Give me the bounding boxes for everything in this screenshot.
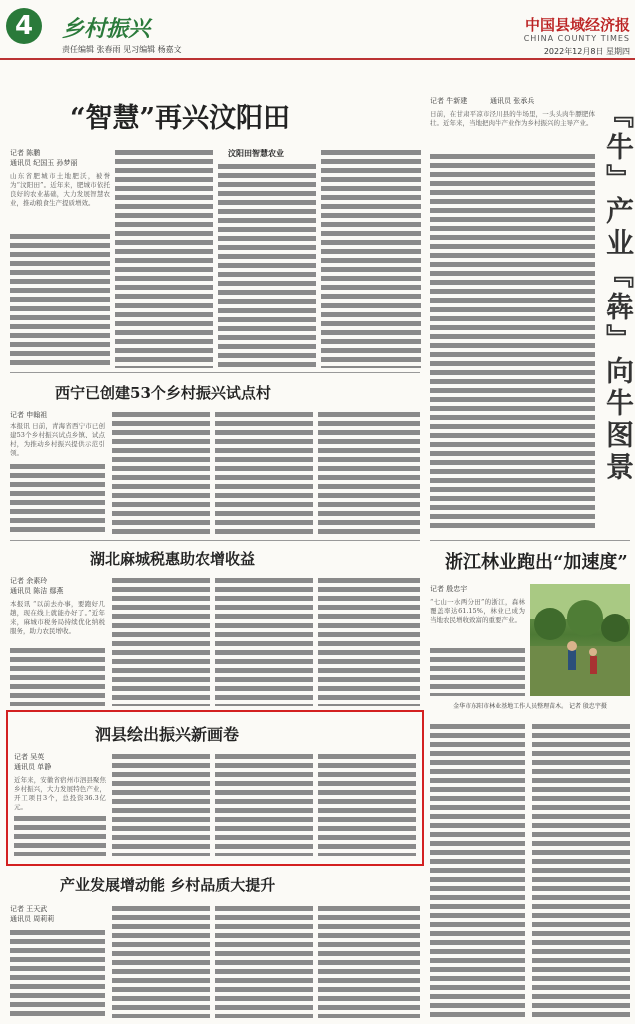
cattle-vertical-headline: 『牛』产业『犇』向牛图景: [602, 100, 635, 484]
zhejiang-headline: 浙江林业跑出“加速度”: [445, 552, 628, 573]
industry-byline-reporter: 记者 王天武: [10, 905, 48, 913]
sixian-body-col1: [14, 814, 106, 856]
industry-body-col1: [10, 928, 105, 1018]
industry-body-col3: [215, 904, 313, 1018]
xining-body-col1: [10, 462, 105, 536]
main-subhead: 汶阳田智慧农业: [228, 149, 284, 158]
masthead-english: CHINA COUNTY TIMES: [523, 34, 630, 43]
main-byline-reporter: 记者 陈鹏: [10, 149, 41, 157]
macheng-byline-reporter: 记者 余素玲: [10, 577, 48, 585]
main-byline-correspondent: 通讯员 纪国玉 孙梦丽: [10, 159, 78, 167]
xining-headline: 西宁已创建53个乡村振兴试点村: [55, 384, 271, 402]
divider-xining: [10, 540, 420, 541]
editors-line: 责任编辑 张春雨 见习编辑 杨嘉文: [62, 45, 182, 54]
main-body-col1: [10, 232, 110, 368]
macheng-headline: 湖北麻城税惠助农增收益: [90, 550, 256, 568]
divider-cattle: [430, 540, 630, 541]
divider-main: [10, 372, 420, 373]
macheng-body-col3: [215, 576, 313, 706]
xining-body-col2: [112, 410, 210, 536]
cattle-byline-correspondent: 通讯员 张承兵: [490, 97, 535, 105]
cattle-byline-reporter: 记者 牛新建: [430, 97, 468, 105]
masthead-title: 中国县域经济报: [524, 16, 630, 34]
cattle-body-col1: [430, 152, 595, 532]
sixian-lead: 近年来，安徽省宿州市泗县聚焦乡村振兴，大力发展特色产业，开工项目3个，总投资36.3亿元。: [14, 776, 106, 811]
zhejiang-body-col2: [430, 722, 525, 1018]
main-body-col3: [218, 162, 316, 368]
cattle-lead: 日前，在甘肃平凉市泾川县的牛场里，一头头肉牛膘肥体壮。近年来，当地把肉牛产业作为乡村振兴的主导产业。: [430, 110, 595, 127]
xining-body-col3: [215, 410, 313, 536]
sixian-body-col4: [318, 752, 416, 856]
xining-body-col4: [318, 410, 420, 536]
zhejiang-body-col3: [532, 722, 630, 1018]
sixian-body-col3: [215, 752, 313, 856]
macheng-byline-correspondent: 通讯员 陈洁 鄢燕: [10, 587, 64, 595]
industry-body-col4: [318, 904, 420, 1018]
main-body-col2: [115, 148, 213, 368]
xining-lead: 本报讯 日前，青海省西宁市已创建53个乡村振兴试点乡镇、试点村，为推动乡村振兴提供示范引领。: [10, 422, 105, 457]
macheng-body-col1: [10, 646, 105, 706]
sixian-body-col2: [112, 752, 210, 856]
sixian-byline-reporter: 记者 吴英: [14, 753, 45, 761]
industry-byline-correspondent: 通讯员 周莉莉: [10, 915, 55, 923]
main-headline: “智慧”再兴汶阳田: [70, 103, 291, 134]
zhejiang-lead: “七山一水两分田”的浙江，森林覆盖率达61.15%，林业已成为当地农民增收致富的重要产业。: [430, 598, 525, 624]
zhejiang-body-col1: [430, 646, 525, 696]
sixian-byline-correspondent: 通讯员 单静: [14, 763, 52, 771]
main-body-col4: [321, 148, 421, 368]
xining-byline: 记者 申翰祖: [10, 411, 48, 419]
section-title: 乡村振兴: [62, 16, 151, 42]
zhejiang-byline: 记者 殷忠宇: [430, 585, 468, 593]
macheng-body-col2: [112, 576, 210, 706]
sixian-headline: 泗县绘出振兴新画卷: [95, 725, 240, 744]
issue-date: 2022年12月8日 星期四: [543, 47, 630, 56]
zhejiang-photo-caption: 金华市东阳市林业基地工作人员整理苗木。 记者 殷忠宇摄: [453, 703, 607, 710]
zhejiang-photo: [530, 584, 630, 696]
macheng-body-col4: [318, 576, 420, 706]
page-number-badge: 4: [6, 8, 42, 44]
industry-body-col2: [112, 904, 210, 1018]
macheng-lead: 本报讯 “以前去办事，要跑好几趟，现在线上就能办好了。”近年来，麻城市税务局持续优化纳税服务，助力农民增收。: [10, 600, 105, 635]
main-lead-text: 山东省肥城市土地肥沃，被誉为“汶阳田”。近年来，肥城市依托良好的农业基础，大力发展智慧农业，推动粮食生产提质增效。: [10, 172, 110, 207]
industry-headline: 产业发展增动能 乡村品质大提升: [60, 876, 276, 894]
